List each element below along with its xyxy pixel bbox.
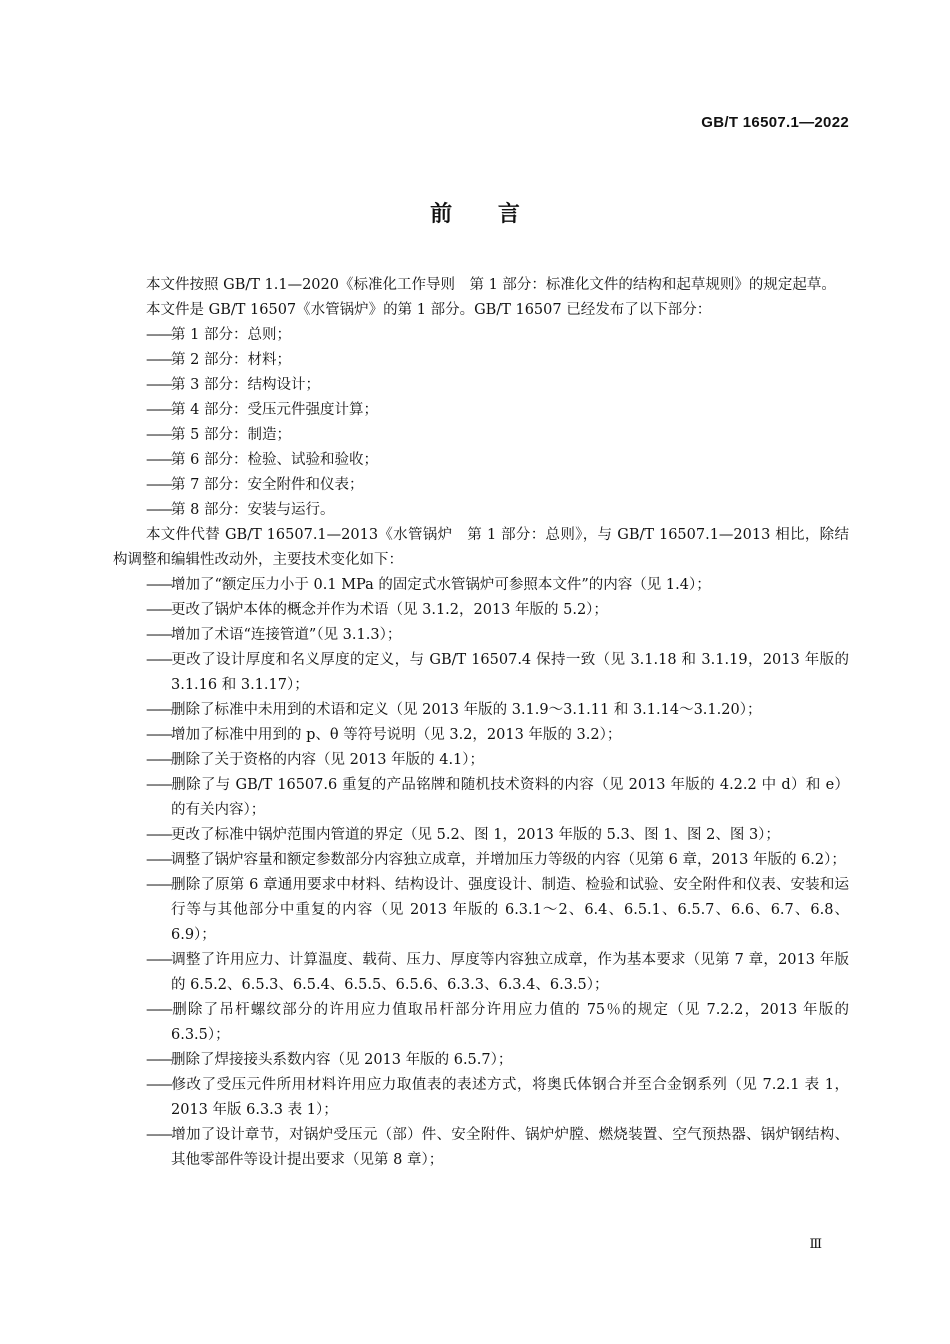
list-item: ——删除了标准中未用到的术语和定义（见 2013 年版的 3.1.9～3.1.11 和 3.1.14～3.1.20）；: [113, 698, 849, 723]
list-item: ——更改了设计厚度和名义厚度的定义，与 GB/T 16507.4 保持一致（见 3.1.18 和 3.1.19，2013 年版的 3.1.16 和 3.1.17）；: [113, 648, 849, 698]
list-item: ——增加了术语“连接管道”（见 3.1.3）；: [113, 623, 849, 648]
dash-marker: ——: [146, 1077, 171, 1093]
list-item: ——删除了关于资格的内容（见 2013 年版的 4.1）；: [113, 748, 849, 773]
dash-marker: ——: [146, 777, 171, 793]
replacement-paragraph: 本文件代替 GB/T 16507.1—2013《水管锅炉 第 1 部分：总则》，与 GB/T 16507.1—2013 相比，除结构调整和编辑性改动外，主要技术变化如下：: [113, 527, 849, 568]
body-text: [113, 273, 849, 1173]
list-item: ——第 1 部分：总则；: [113, 323, 849, 348]
dash-marker: ——: [146, 952, 171, 968]
dash-marker: ——: [146, 852, 171, 868]
dash-marker: ——: [146, 477, 171, 493]
dash-marker: ——: [146, 1002, 171, 1018]
dash-marker: ——: [146, 602, 171, 618]
changes-list: [113, 573, 849, 1173]
list-item: ——调整了许用应力、计算温度、载荷、压力、厚度等内容独立成章，作为基本要求（见第 7 章，2013 年版的 6.5.2、6.5.3、6.5.4、6.5.5、6.5.6、6.3.3、6.3.4、6.3.5）；: [113, 948, 849, 998]
parts-list: [113, 323, 849, 523]
dash-marker: ——: [146, 502, 171, 518]
dash-marker: ——: [146, 452, 171, 468]
standard-code: GB/T 16507.1—2022: [701, 114, 849, 131]
dash-marker: ——: [146, 702, 171, 718]
dash-marker: ——: [146, 352, 171, 368]
list-item: ——增加了标准中用到的 p、θ 等符号说明（见 3.2，2013 年版的 3.2）；: [113, 723, 849, 748]
list-item: ——删除了吊杆螺纹部分的许用应力值取吊杆部分许用应力值的 75％的规定（见 7.2.2，2013 年版的 6.3.5）；: [113, 998, 849, 1048]
dash-marker: ——: [146, 652, 171, 668]
list-item: ——第 8 部分：安装与运行。: [113, 498, 849, 523]
dash-marker: ——: [146, 877, 171, 893]
list-item: ——更改了标准中锅炉范围内管道的界定（见 5.2、图 1，2013 年版的 5.3、图 1、图 2、图 3）；: [113, 823, 849, 848]
page-number: Ⅲ: [809, 1237, 822, 1252]
dash-marker: ——: [146, 577, 171, 593]
dash-marker: ——: [146, 627, 171, 643]
list-item: ——调整了锅炉容量和额定参数部分内容独立成章，并增加压力等级的内容（见第 6 章，2013 年版的 6.2）；: [113, 848, 849, 873]
list-item: ——第 6 部分：检验、试验和验收；: [113, 448, 849, 473]
intro-paragraph-1: 本文件按照 GB/T 1.1—2020《标准化工作导则 第 1 部分：标准化文件的结构和起草规则》的规定起草。: [146, 277, 836, 293]
dash-marker: ——: [146, 727, 171, 743]
list-item: ——第 7 部分：安全附件和仪表；: [113, 473, 849, 498]
list-item: ——删除了焊接接头系数内容（见 2013 年版的 6.5.7）；: [113, 1048, 849, 1073]
list-item: ——增加了“额定压力小于 0.1 MPa 的固定式水管锅炉可参照本文件”的内容（见 1.4）；: [113, 573, 849, 598]
dash-marker: ——: [146, 377, 171, 393]
intro-paragraph-2: 本文件是 GB/T 16507《水管锅炉》的第 1 部分。GB/T 16507 已经发布了以下部分：: [146, 302, 712, 318]
dash-marker: ——: [146, 827, 171, 843]
list-item: ——第 2 部分：材料；: [113, 348, 849, 373]
dash-marker: ——: [146, 327, 171, 343]
dash-marker: ——: [146, 402, 171, 418]
list-item: ——删除了与 GB/T 16507.6 重复的产品铭牌和随机技术资料的内容（见 2013 年版的 4.2.2 中 d）和 e）的有关内容）；: [113, 773, 849, 823]
list-item: ——删除了原第 6 章通用要求中材料、结构设计、强度设计、制造、检验和试验、安全附件和仪表、安装和运行等与其他部分中重复的内容（见 2013 年版的 6.3.1～2、6.4、6.5.1、6.5.7、6.6、6.7、6.8、6.9）；: [113, 873, 849, 948]
dash-marker: ——: [146, 1127, 171, 1143]
list-item: ——增加了设计章节，对锅炉受压元（部）件、安全附件、锅炉炉膛、燃烧装置、空气预热器、锅炉钢结构、其他零部件等设计提出要求（见第 8 章）；: [113, 1123, 849, 1173]
dash-marker: ——: [146, 1052, 171, 1068]
page-title: 前 言: [430, 202, 520, 227]
list-item: ——修改了受压元件所用材料许用应力取值表的表述方式，将奥氏体钢合并至合金钢系列（见 7.2.1 表 1，2013 年版 6.3.3 表 1）；: [113, 1073, 849, 1123]
list-item: ——更改了锅炉本体的概念并作为术语（见 3.1.2，2013 年版的 5.2）；: [113, 598, 849, 623]
dash-marker: ——: [146, 752, 171, 768]
dash-marker: ——: [146, 427, 171, 443]
list-item: ——第 5 部分：制造；: [113, 423, 849, 448]
list-item: ——第 4 部分：受压元件强度计算；: [113, 398, 849, 423]
list-item: ——第 3 部分：结构设计；: [113, 373, 849, 398]
